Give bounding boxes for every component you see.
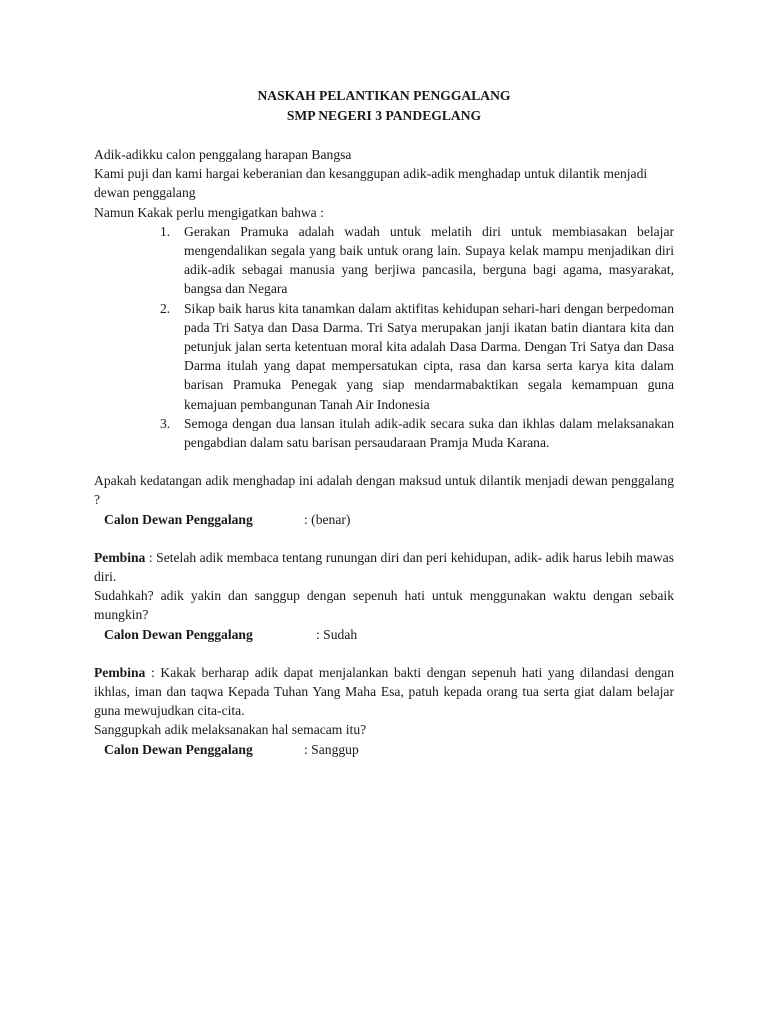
- respondent-label: Calon Dewan Penggalang: [104, 626, 253, 642]
- intro-section: [94, 145, 674, 222]
- answer-line-2: [94, 625, 674, 644]
- intro-greeting: Adik-adikku calon penggalang harapan Bangsa: [94, 147, 352, 162]
- list-number: 1.: [160, 223, 171, 239]
- pembina-statement-1: [94, 548, 674, 586]
- list-text: Gerakan Pramuka adalah wadah untuk melatih diri untuk membiasakan belajar mengendalikan segala yang baik untuk orang lain. Supaya kelak mampu menjadikan diri adik-adik sebagai manusia yang berjiwa pancasila, berguna bagi agama, masyarakat, bangsa dan Negara: [184, 223, 674, 297]
- respondent-answer: : (benar): [304, 511, 351, 527]
- reminder-list: [94, 222, 674, 452]
- intro-reminder: Namun Kakak perlu mengigatkan bahwa :: [94, 204, 324, 220]
- statement-text: : Setelah adik membaca tentang runungan diri dan peri kehidupan, adik- adik harus lebih mawas diri.: [94, 549, 674, 585]
- pembina-statement-2: [94, 663, 674, 721]
- respondent-answer: : Sudah: [316, 626, 358, 642]
- question-2: Sudahkah? adik yakin dan sanggup dengan sepenuh hati untuk menggunakan waktu dengan sebaik mungkin?: [94, 588, 674, 623]
- respondent-label: Calon Dewan Penggalang: [104, 511, 253, 527]
- intro-praise: Kami puji dan kami hargai keberanian dan kesanggupan adik-adik menghadap untuk dilantik menjadi dewan penggalang: [94, 166, 648, 201]
- document-title: NASKAH PELANTIKAN PENGGALANG: [257, 88, 511, 103]
- respondent-answer: : Sanggup: [304, 741, 359, 757]
- answer-line-1: [94, 510, 674, 529]
- spacer: [94, 452, 674, 471]
- document-page: [94, 86, 674, 759]
- answer-line-3: [94, 740, 674, 759]
- list-item: [94, 222, 674, 299]
- statement-text: : Kakak berharap adik dapat menjalankan bakti dengan sepenuh hati yang dilandasi dengan ikhlas, iman dan taqwa Kepada Tuhan Yang Maha Esa, patuh kepada orang tua serta giat dalam belajar guna mewujudkan cita-cita.: [94, 664, 674, 719]
- document-subtitle: SMP NEGERI 3 PANDEGLANG: [286, 107, 482, 123]
- spacer: [94, 529, 674, 548]
- list-item: [94, 299, 674, 414]
- list-number: 3.: [160, 415, 171, 431]
- respondent-label: Calon Dewan Penggalang: [104, 741, 253, 757]
- spacer: [94, 644, 674, 663]
- list-number: 2.: [160, 300, 171, 316]
- title-block: [94, 86, 674, 125]
- question-3: Sanggupkah adik melaksanakan hal semacam itu?: [94, 722, 367, 738]
- speaker-label: Pembina: [94, 664, 146, 680]
- question-1: Apakah kedatangan adik menghadap ini adalah dengan maksud untuk dilantik menjadi dewan penggalang ?: [94, 473, 674, 508]
- list-text: Semoga dengan dua lansan itulah adik-adik secara suka dan ikhlas dalam melaksanakan pengabdian dalam satu barisan persaudaraan Pramja Muda Karana.: [184, 415, 674, 451]
- list-item: [94, 414, 674, 452]
- list-text: Sikap baik harus kita tanamkan dalam aktifitas kehidupan sehari-hari dengan berpedoman pada Tri Satya dan Dasa Darma. Tri Satya merupakan janji ikatan batin diantara kita dan petunjuk jalan serta ketentuan moral kita adalah Dasa Darma. Dengan Tri Satya dan Dasa Darma itulah yang dapat mempersatukan cipta, rasa dan karsa serta karya kita dalam barisan Pramuka Penegak yang siap mendarmabaktikan segala kemampuan guna kemajuan pembangunan Tanah Air Indonesia: [184, 300, 674, 412]
- speaker-label: Pembina: [94, 549, 146, 565]
